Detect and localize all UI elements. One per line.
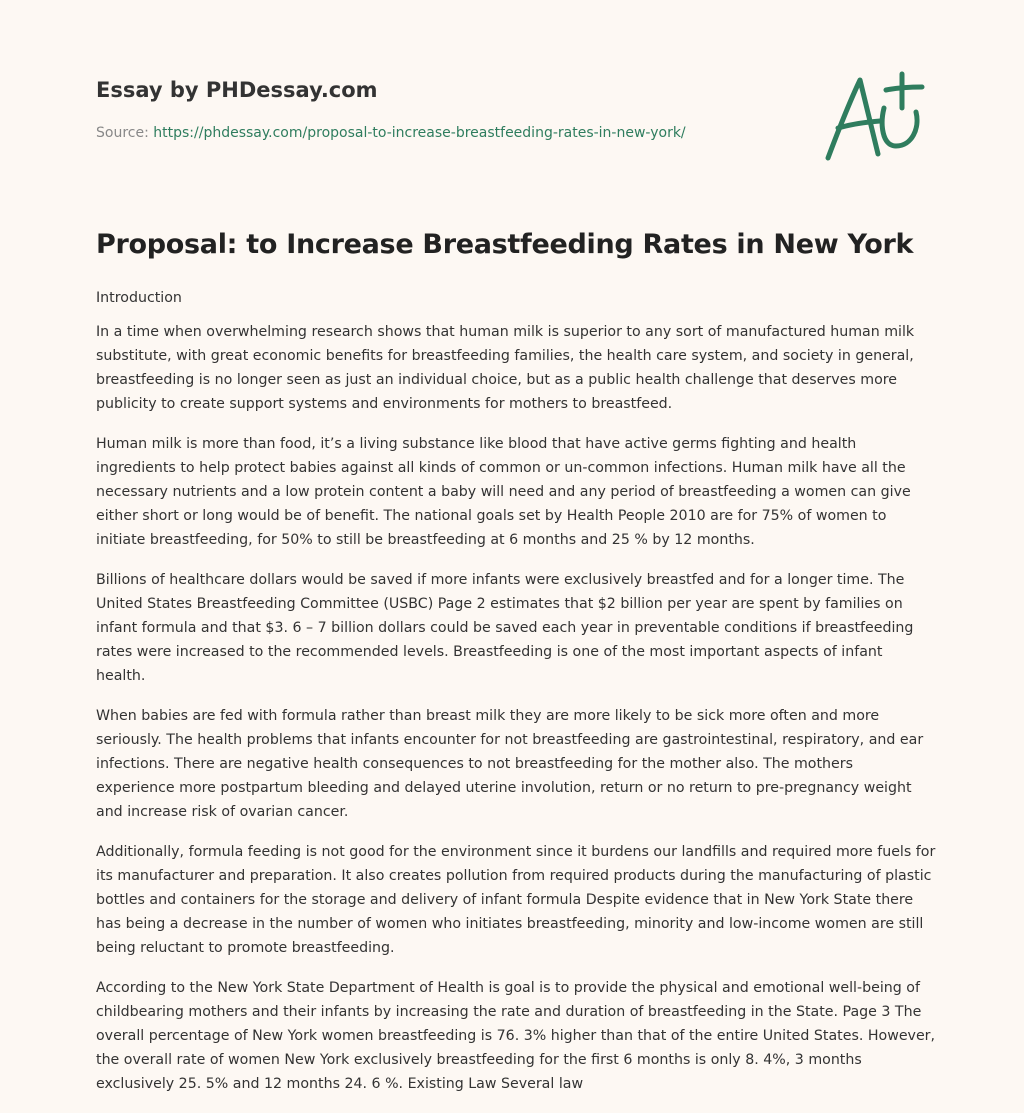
document-title: Proposal: to Increase Breastfeeding Rates in New York	[96, 229, 914, 260]
source-label: Source:	[96, 125, 154, 141]
paragraph: When babies are fed with formula rather than breast milk they are more likely to be sick more often and more seriously. The health problems that infants encounter for not breastfeeding are gastrointestinal, respiratory, and ear infections. There are negative health consequences to not breastfeeding for the mother also. The mothers experience more postpartum bleeding and delayed uterine involution, return or no return to pre-pregnancy weight and increase risk of ovarian cancer.	[96, 708, 924, 820]
a-plus-logo-icon	[820, 66, 932, 166]
source-line	[96, 123, 796, 143]
document-header	[96, 76, 796, 143]
paragraph: Additionally, formula feeding is not good for the environment since it burdens our landfills and required more fuels for its manufacturer and preparation. It also creates pollution from required products during the manufacturing of plastic bottles and containers for the storage and delivery of infant formula Despite evidence that in New York State there has being a decrease in the number of women who initiates breastfeeding, minority and low-income women are still being reluctant to promote breastfeeding.	[96, 844, 936, 956]
document-body	[96, 286, 936, 1112]
site-brand: Essay by PHDessay.com	[96, 78, 378, 102]
paragraph: Billions of healthcare dollars would be saved if more infants were exclusively breastfed and for a longer time. The United States Breastfeeding Committee (USBC) Page 2 estimates that $2 billion per year are spent by families on infant formula and that $3. 6 – 7 billion dollars could be saved each year in preventable conditions if breastfeeding rates were increased to the recommended levels. Breastfeeding is one of the most important aspects of infant health.	[96, 572, 914, 684]
paragraph: Human milk is more than food, it’s a living substance like blood that have active germs fighting and health ingredients to help protect babies against all kinds of common or un-common infections. Human milk have all the necessary nutrients and a low protein content a baby will need and any period of breastfeeding a women can give either short or long would be of benefit. The national goals set by Health People 2010 are for 75% of women to initiate breastfeeding, for 50% to still be breastfeeding at 6 months and 25 % by 12 months.	[96, 436, 911, 548]
a-plus-logo	[820, 66, 932, 166]
paragraph: In a time when overwhelming research shows that human milk is superior to any sort of manufactured human milk substitute, with great economic benefits for breastfeeding families, the health care system, and society in general, breastfeeding is no longer seen as just an individual choice, but as a public health challenge that deserves more publicity to create support systems and environments for mothers to breastfeed.	[96, 324, 915, 412]
section-heading: Introduction	[96, 290, 182, 306]
source-link[interactable]: https://phdessay.com/proposal-to-increase-breastfeeding-rates-in-new-york/	[153, 125, 686, 141]
paragraph: According to the New York State Department of Health is goal is to provide the physical and emotional well-being of childbearing mothers and their infants by increasing the rate and duration of breastfeeding in the State. Page 3 The overall percentage of New York women breastfeeding is 76. 3% higher than that of the entire United States. However, the overall rate of women New York exclusively breastfeeding for the first 6 months is only 8. 4%, 3 months exclusively 25. 5% and 12 months 24. 6 %. Existing Law Several law	[96, 980, 936, 1092]
